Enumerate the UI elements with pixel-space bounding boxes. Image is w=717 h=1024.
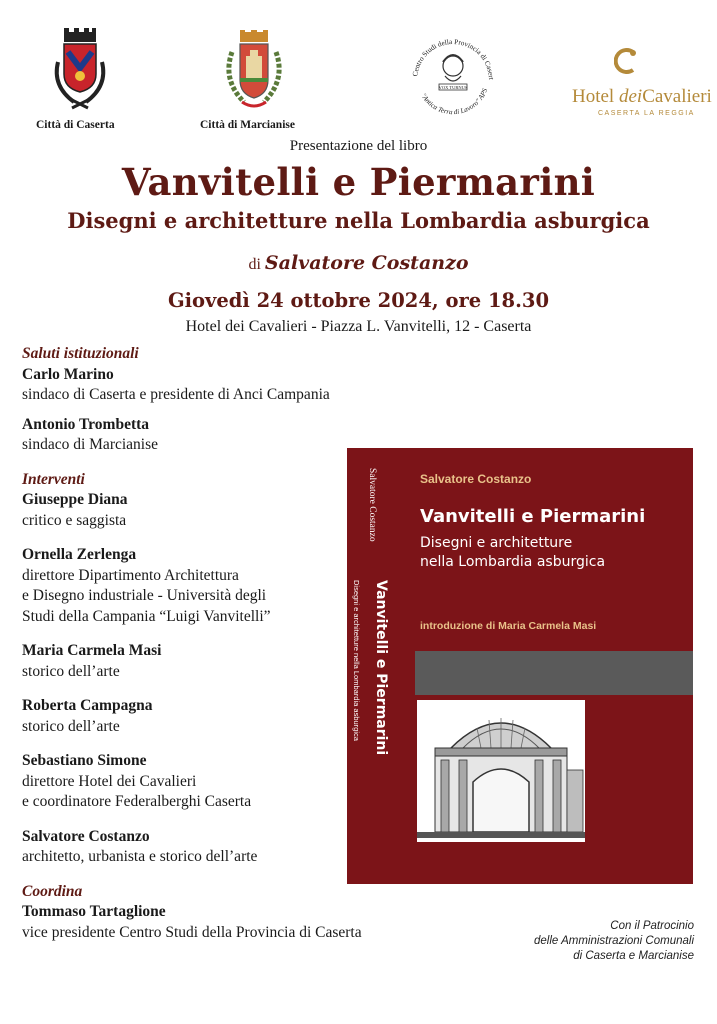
speaker-name: Tommaso Tartaglione: [22, 903, 166, 920]
presentation-label: Presentazione del libro: [289, 138, 428, 154]
speaker: [22, 415, 352, 456]
speaker-role: storico dell’arte: [22, 662, 120, 680]
speaker: [22, 696, 352, 737]
svg-text:"Antica Terra di Lavoro" APS: "Antica Terra di Lavoro" APS: [419, 87, 490, 117]
centro-studi-seal-icon: [405, 30, 501, 126]
speaker-role: e Disegno industriale - Università degli: [22, 587, 267, 604]
patronage-line: delle Amministrazioni Comunali: [534, 935, 694, 947]
speaker-name: Sebastiano Simone: [22, 752, 147, 769]
speaker-role: direttore Dipartimento Architettura: [22, 566, 239, 584]
speaker: [22, 827, 352, 868]
book-subtitle: [420, 534, 680, 572]
speaker-name: Giuseppe Diana: [22, 491, 128, 508]
section-interventi: Interventi: [22, 470, 85, 488]
event-place: Hotel dei Cavalieri - Piazza L. Vanvitelli, 12 - Caserta: [185, 318, 532, 335]
author-line: di Salvatore Costanzo: [248, 252, 469, 274]
logo-caserta: [44, 28, 116, 114]
event-subtitle: Disegni e architetture nella Lombardia asburgica: [67, 208, 650, 233]
speaker-role: vice presidente Centro Studi della Provincia di Caserta: [22, 923, 362, 941]
architecture-drawing-icon: [417, 700, 585, 842]
book-illustration: [417, 700, 585, 842]
speaker-role: critico e saggista: [22, 511, 127, 529]
book-cover: [347, 448, 693, 884]
event-title: Vanvitelli e Piermarini: [121, 160, 596, 204]
speaker: [22, 365, 352, 406]
speaker: [22, 545, 352, 627]
speaker-role: architetto, urbanista e storico dell’arte: [22, 848, 258, 865]
speaker-role: sindaco di Marcianise: [22, 436, 159, 453]
marcianise-crest-icon: [214, 30, 294, 114]
marcianise-caption: Città di Marcianise: [200, 119, 295, 131]
patronage-line: di Caserta e Marcianise: [573, 950, 694, 962]
speaker: [22, 751, 352, 813]
book-author: Salvatore Costanzo: [420, 472, 532, 486]
book-intro: introduzione di Maria Carmela Masi: [420, 620, 597, 632]
hotel-name: Hotel deiCavalieri: [572, 86, 712, 107]
event-date: Giovedì 24 ottobre 2024, ore 18.30: [167, 289, 550, 312]
speaker-role: Studi della Campania “Luigi Vanvitelli”: [22, 607, 271, 625]
speaker-name: Ornella Zerlenga: [22, 546, 137, 563]
caserta-caption: Città di Caserta: [36, 119, 115, 131]
svg-text:Centro Studi della Provincia d: Centro Studi della Provincia di Casert: [411, 37, 496, 80]
speaker-name: Roberta Campagna: [22, 697, 153, 714]
hotel-subtitle: CASERTA LA REGGIA: [598, 110, 695, 117]
speaker: [22, 490, 352, 531]
speaker-name: Antonio Trombetta: [22, 415, 150, 433]
svg-text:VOX TURNUS: VOX TURNUS: [438, 85, 468, 90]
logo-marcianise: [214, 30, 294, 114]
book-subtitle-line: Disegni e architetture: [420, 535, 573, 551]
speaker-role: sindaco di Caserta e presidente di Anci Campania: [22, 386, 330, 403]
section-coordina: Coordina: [22, 882, 83, 900]
speaker: [22, 902, 462, 943]
speaker-role: direttore Hotel dei Cavalieri: [22, 772, 197, 790]
hotel-c-mark-icon: [614, 44, 638, 78]
spine-title: Vanvitelli e Piermarini: [373, 580, 389, 756]
speaker-name: Salvatore Costanzo: [22, 827, 150, 845]
speaker-name: Maria Carmela Masi: [22, 642, 162, 659]
book-grey-band: [415, 651, 693, 695]
section-saluti: Saluti istituzionali: [22, 345, 139, 362]
logo-centro-studi: [405, 30, 501, 126]
author-name: Salvatore Costanzo: [264, 252, 469, 274]
caserta-crest-icon: [44, 28, 116, 114]
spine-subtitle: Disegni e architetture nella Lombardia asburgica: [352, 580, 361, 741]
patronage-line: Con il Patrocinio: [610, 920, 694, 932]
speaker-name: Carlo Marino: [22, 365, 114, 383]
speaker: [22, 641, 352, 682]
logo-hotel: [570, 44, 712, 120]
spine-author: Salvatore Costanzo: [367, 468, 377, 542]
speaker-role: storico dell’arte: [22, 717, 120, 735]
speaker-role: e coordinatore Federalberghi Caserta: [22, 793, 252, 810]
book-subtitle-line: nella Lombardia asburgica: [420, 554, 606, 570]
book-title: Vanvitelli e Piermarini: [420, 506, 646, 527]
patronage: [470, 919, 694, 964]
